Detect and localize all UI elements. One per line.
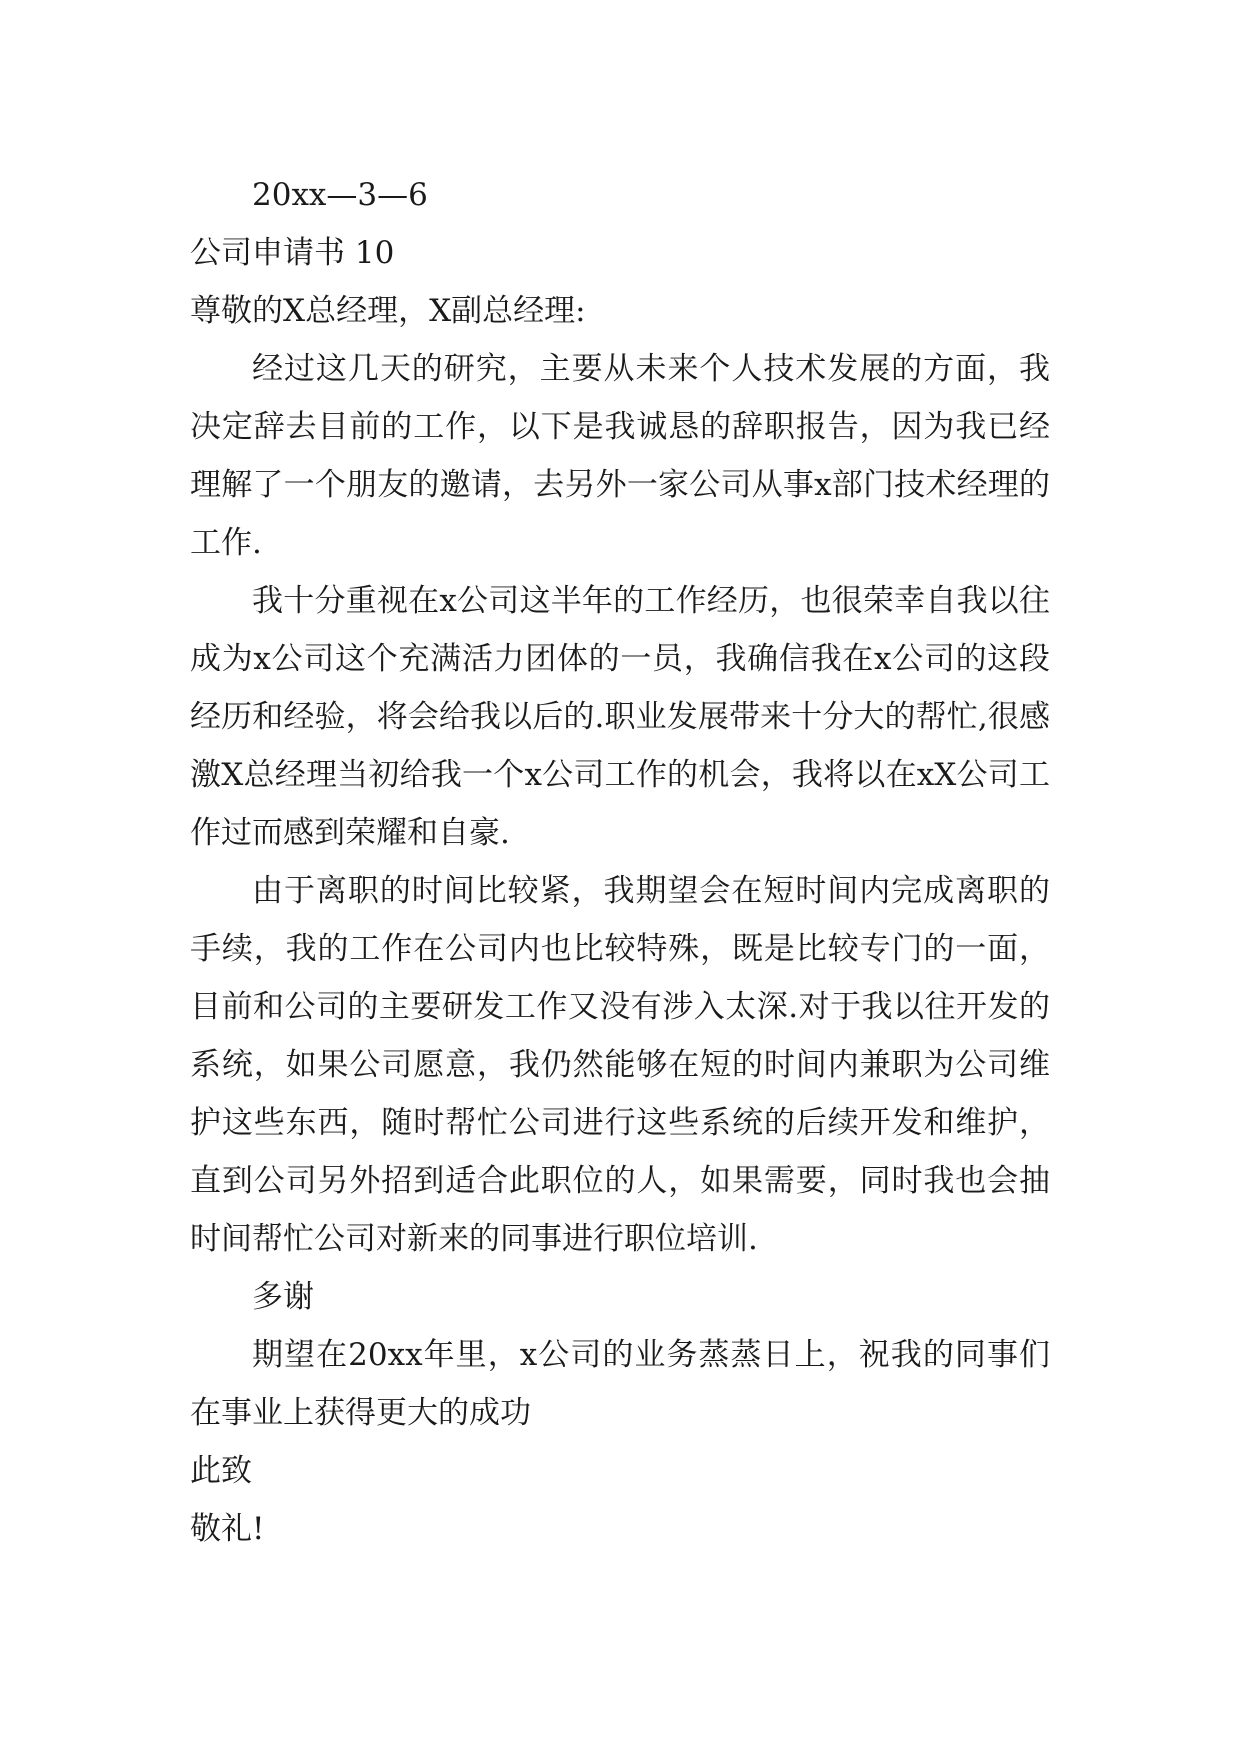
salutation: 尊敬的X总经理，X副总经理: (190, 293, 586, 329)
closing-line-1: 此致 (190, 1453, 252, 1489)
wish-paragraph: 期望在20xx年里，x公司的业务蒸蒸日上，祝我的同事们在事业上获得更大的成功 (190, 1337, 1050, 1431)
paragraph-1: 经过这几天的研究，主要从未来个人技术发展的方面，我决定辞去目前的工作，以下是我诚恳的辞职报告，因为我已经理解了一个朋友的邀请，去另外一家公司从事x部门技术经理的工作. (190, 351, 1050, 561)
document-title: 公司申请书 10 (190, 235, 395, 271)
paragraph-2: 我十分重视在x公司这半年的工作经历，也很荣幸自我以往成为x公司这个充满活力团体的一员，我确信我在x公司的这段经历和经验，将会给我以后的.职业发展带来十分大的帮忙,很感激X总经理当初给我一个x公司工作的机会，我将以在xX公司工作过而感到荣耀和自豪. (190, 583, 1050, 851)
document-body (190, 166, 1050, 1558)
paragraph-3: 由于离职的时间比较紧，我期望会在短时间内完成离职的手续，我的工作在公司内也比较特殊，既是比较专门的一面，目前和公司的主要研发工作又没有涉入太深.对于我以往开发的系统，如果公司愿意，我仍然能够在短的时间内兼职为公司维护这些东西，随时帮忙公司进行这些系统的后续开发和维护，直到公司另外招到适合此职位的人，如果需要，同时我也会抽时间帮忙公司对新来的同事进行职位培训. (190, 873, 1050, 1257)
closing-line-2: 敬礼! (190, 1511, 265, 1547)
thanks-line: 多谢 (252, 1279, 314, 1315)
date-line: 20xx—3—6 (252, 177, 428, 213)
